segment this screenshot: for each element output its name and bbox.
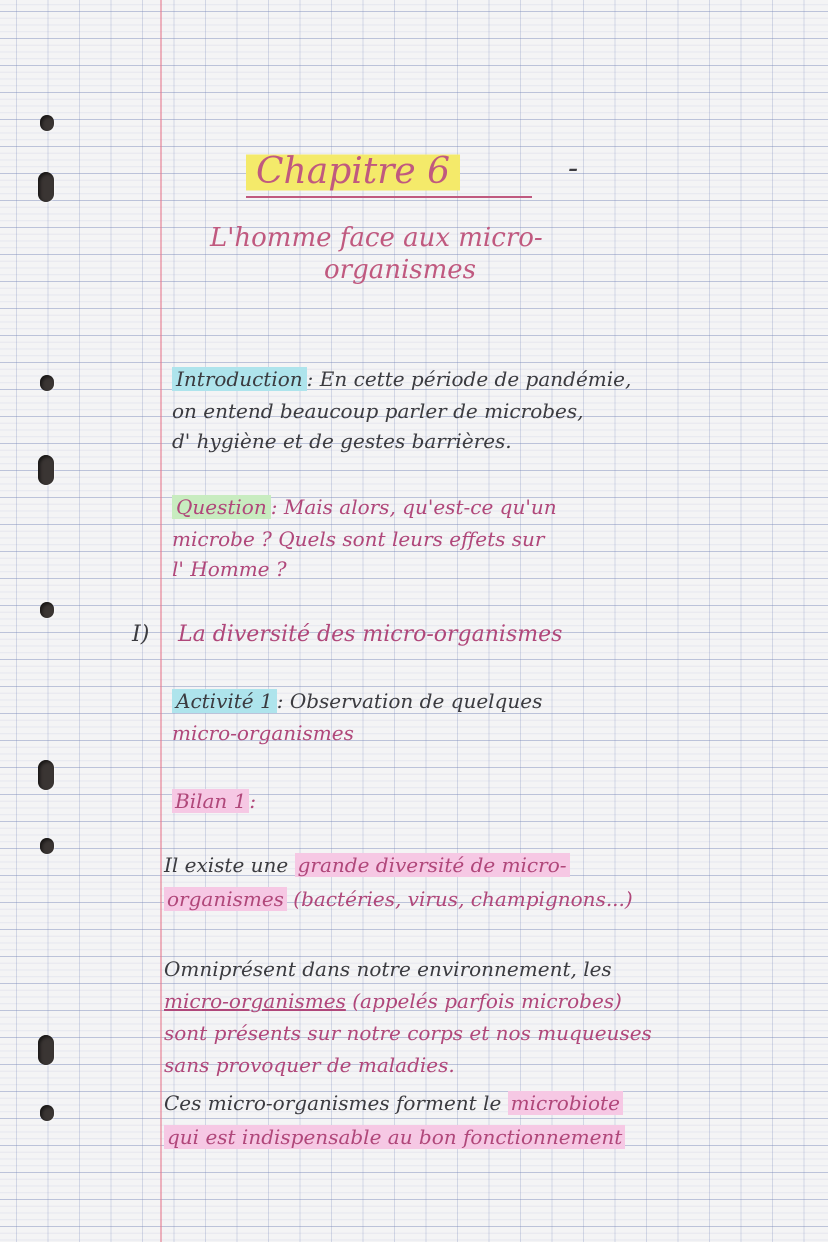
binder-hole bbox=[40, 1105, 54, 1121]
chapter-subtitle-line1: L'homme face aux micro- bbox=[210, 223, 543, 253]
introduction-line2: on entend beaucoup parler de microbes, bbox=[172, 399, 584, 423]
section-numeral: I) bbox=[132, 622, 150, 647]
margin-line bbox=[160, 0, 162, 1242]
bilan-p2-line4: sans provoquer de maladies. bbox=[164, 1053, 455, 1077]
chapter-title-underline bbox=[246, 196, 532, 198]
question-label: Question bbox=[172, 495, 271, 519]
binder-hole bbox=[38, 455, 54, 485]
chapter-subtitle-line2: organismes bbox=[324, 255, 477, 285]
bilan-p3-line1 bbox=[164, 1090, 623, 1116]
binder-hole bbox=[40, 838, 54, 854]
introduction-paragraph bbox=[172, 366, 631, 392]
question-colon: : bbox=[270, 495, 284, 519]
activity-colon: : bbox=[276, 689, 290, 713]
binder-hole bbox=[38, 172, 54, 202]
activity-label: Activité 1 bbox=[172, 689, 277, 713]
bilan-p3-line1-a: Ces micro-organismes forment le bbox=[164, 1091, 502, 1115]
binder-hole bbox=[40, 602, 54, 618]
question-paragraph bbox=[172, 494, 557, 520]
bilan-p1-line1-a: Il existe une bbox=[164, 853, 289, 877]
introduction-line1: En cette période de pandémie, bbox=[319, 367, 632, 391]
bilan-p1-line2 bbox=[164, 886, 633, 912]
chapter-title-dash: - bbox=[568, 151, 579, 186]
bilan-p3-line1-b: microbiote bbox=[508, 1091, 623, 1115]
bilan-p2-line1: Omniprésent dans notre environnement, les bbox=[164, 957, 612, 981]
chapter-title: Chapitre 6 bbox=[246, 150, 460, 194]
binder-hole bbox=[40, 115, 54, 131]
binder-hole bbox=[40, 375, 54, 391]
bilan-colon: : bbox=[249, 789, 257, 813]
question-line2: microbe ? Quels sont leurs effets sur bbox=[172, 527, 545, 551]
bilan-p1-line1 bbox=[164, 852, 570, 878]
bilan-p2-line2-b: (appelés parfois microbes) bbox=[352, 989, 622, 1013]
activity-line1: Observation de quelques bbox=[289, 689, 543, 713]
bilan-p3-line2-text: qui est indispensable au bon fonctionnement bbox=[164, 1125, 625, 1149]
bilan-heading bbox=[172, 788, 256, 814]
activity-line2: micro-organismes bbox=[172, 721, 354, 745]
bilan-p1-line1-b: grande diversité de micro- bbox=[295, 853, 570, 877]
section-title: La diversité des micro-organismes bbox=[178, 622, 563, 647]
question-line1: Mais alors, qu'est-ce qu'un bbox=[283, 495, 557, 519]
bilan-label: Bilan 1 bbox=[172, 789, 249, 813]
binder-hole bbox=[38, 1035, 54, 1065]
introduction-line3: d' hygiène et de gestes barrières. bbox=[172, 429, 512, 453]
bilan-p2-line3: sont présents sur notre corps et nos muqueuses bbox=[164, 1021, 652, 1045]
introduction-colon: : bbox=[306, 367, 320, 391]
introduction-label: Introduction bbox=[172, 367, 307, 391]
bilan-p2-line2 bbox=[164, 988, 622, 1014]
question-line3: l' Homme ? bbox=[172, 557, 287, 581]
bilan-p1-line2-a: organismes bbox=[164, 887, 287, 911]
bilan-p1-line2-b: (bactéries, virus, champignons...) bbox=[293, 887, 633, 911]
bilan-p3-line2 bbox=[164, 1124, 625, 1150]
binder-hole bbox=[38, 760, 54, 790]
bilan-p2-line2-a: micro-organismes bbox=[164, 989, 346, 1013]
activity-paragraph bbox=[172, 688, 542, 714]
